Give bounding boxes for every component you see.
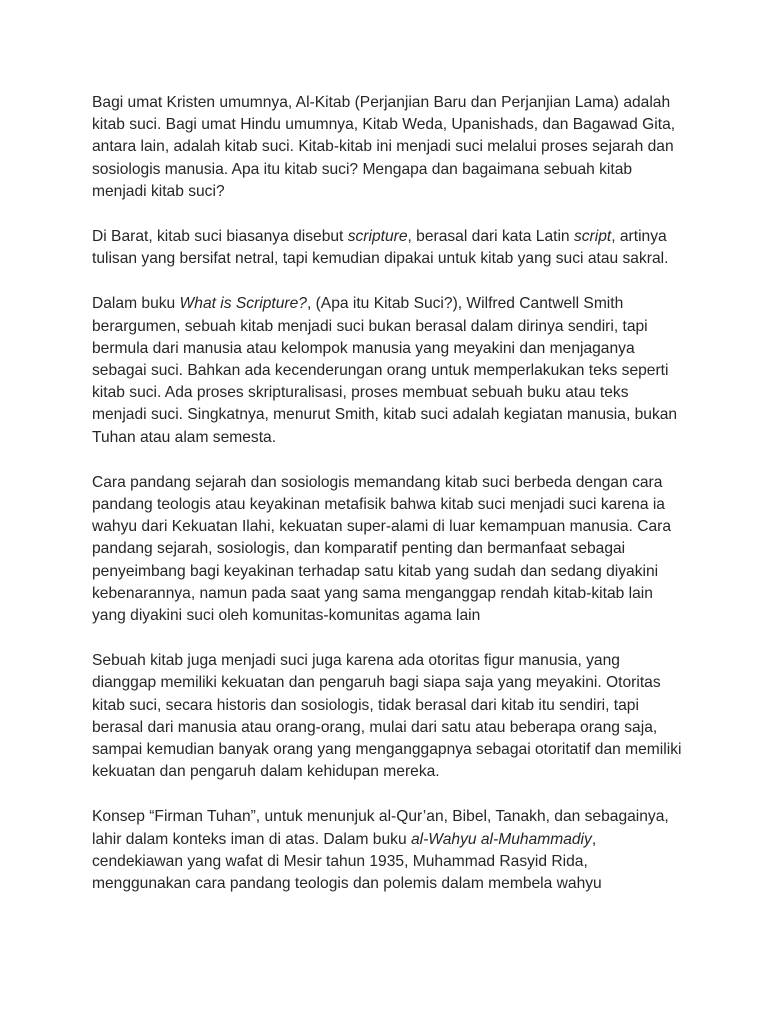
paragraph-text: , (Apa itu Kitab Suci?), Wilfred Cantwell Smith berargumen, sebuah kitab menjadi suci bukan berasal dalam dirinya sendiri, tapi bermula dari manusia atau kelompok manusia yang meyakini dan menjaganya sebagai suci. Bahkan ada kecenderungan orang untuk memperlakukan teks seperti kitab suci. Ada proses skripturalisasi, proses membuat sebuah buku atau teks menjadi suci. Singkatnya, menurut Smith, kitab suci adalah kegiatan manusia, bukan Tuhan atau alam semesta. <box>92 295 678 446</box>
italic-book-title: al-Wahyu al-Muhammadiy <box>410 830 592 848</box>
paragraph-text: , artinya tulisan yang bersifat netral, tapi kemudian dipakai untuk kitab yang suci atau sakral. <box>92 228 669 268</box>
italic-term-script: script <box>573 228 612 246</box>
paragraph-text: , cendekiawan yang wafat di Mesir tahun 1935, Muhammad Rasyid Rida, menggunakan cara pandang teologis dan polemis dalam membela wahyu <box>92 830 602 893</box>
paragraph-text: Sebuah kitab juga menjadi suci juga karena ada otoritas figur manusia, yang dianggap memiliki kekuatan dan pengaruh bagi siapa saja yang meyakini. Otoritas kitab suci, secara historis dan sosiologis, tidak berasal dari kitab itu sendiri, tapi berasal dari manusia atau orang-orang, mulai dari satu atau beberapa orang saja, sampai kemudian banyak orang yang menganggapnya sebagai otoritatif dan memiliki kekuatan dan pengaruh dalam kehidupan mereka. <box>92 652 682 781</box>
document-page <box>92 92 682 918</box>
paragraph-text: Konsep “Firman Tuhan”, untuk menunjuk al-Qur’an, Bibel, Tanakh, dan sebagainya, lahir dalam konteks iman di atas. Dalam buku <box>92 808 669 848</box>
italic-book-title: What is Scripture? <box>179 295 307 313</box>
paragraph-1 <box>92 92 682 203</box>
paragraph-2 <box>92 226 682 270</box>
paragraph-5 <box>92 650 682 783</box>
paragraph-text: Di Barat, kitab suci biasanya disebut <box>92 228 348 246</box>
paragraph-3 <box>92 293 682 448</box>
paragraph-text: Dalam buku <box>92 295 180 313</box>
paragraph-text: , berasal dari kata Latin <box>407 228 574 246</box>
paragraph-4 <box>92 472 682 627</box>
italic-term-scripture: scripture <box>347 228 408 246</box>
paragraph-text: Bagi umat Kristen umumnya, Al-Kitab (Perjanjian Baru dan Perjanjian Lama) adalah kitab suci. Bagi umat Hindu umumnya, Kitab Weda, Upanishads, dan Bagawad Gita, antara lain, adalah kitab suci. Kitab-kitab ini menjadi suci melalui proses sejarah dan sosiologis manusia. Apa itu kitab suci? Mengapa dan bagaimana sebuah kitab menjadi kitab suci? <box>92 94 676 200</box>
paragraph-6 <box>92 806 682 895</box>
paragraph-text: Cara pandang sejarah dan sosiologis memandang kitab suci berbeda dengan cara pandang teologis atau keyakinan metafisik bahwa kitab suci menjadi suci karena ia wahyu dari Kekuatan Ilahi, kekuatan super-alami di luar kemampuan manusia. Cara pandang sejarah, sosiologis, dan komparatif penting dan bermanfaat sebagai penyeimbang bagi keyakinan terhadap satu kitab yang sudah dan sedang diyakini kebenarannya, namun pada saat yang sama menganggap rendah kitab-kitab lain yang diyakini suci oleh komunitas-komunitas agama lain <box>92 473 672 625</box>
